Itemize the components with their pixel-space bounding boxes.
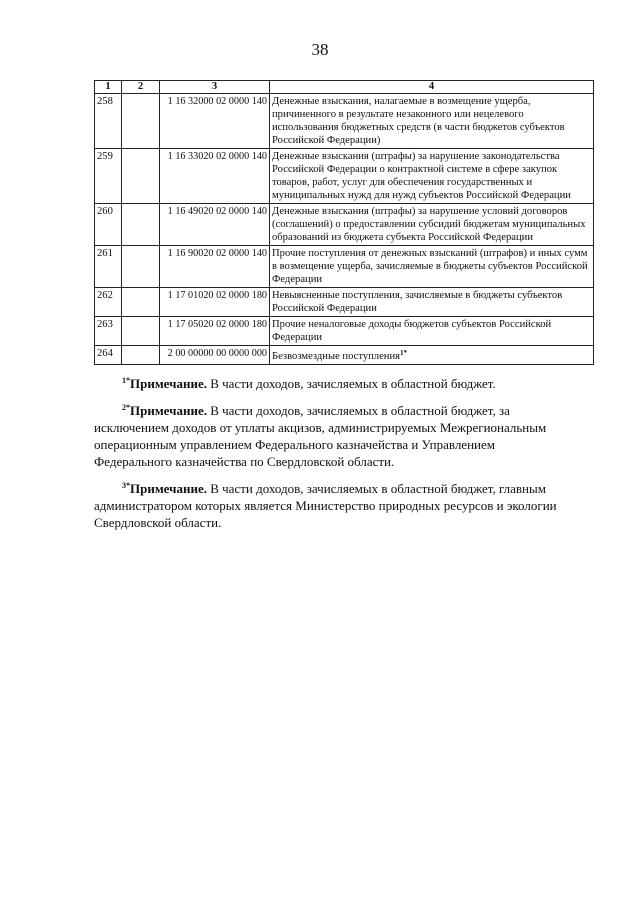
page-number: 38	[311, 40, 329, 59]
footnote-mark: 2*	[122, 403, 130, 412]
footnote-mark: 1*	[122, 376, 130, 385]
revenue-table	[94, 80, 594, 365]
revenue-name	[270, 94, 594, 149]
footnote-text: В части доходов, зачисляемых в областной бюджет.	[206, 376, 496, 391]
footnote-label: Примечание.	[130, 376, 207, 391]
revenue-code: 2 00 00000 00 0000 000	[160, 346, 270, 365]
revenue-code: 1 16 49020 02 0000 140	[160, 204, 270, 246]
footnote-3	[94, 477, 574, 531]
table-row	[95, 246, 594, 288]
admin-code	[122, 288, 160, 317]
table-row	[95, 204, 594, 246]
column-header-4: 4	[270, 81, 594, 94]
revenue-name-text: Невыясненные поступления, зачисляемые в бюджеты субъектов Российской Федерации	[272, 290, 563, 314]
revenue-name-text: Прочие неналоговые доходы бюджетов субъектов Российской Федерации	[272, 319, 552, 343]
revenue-code: 1 16 90020 02 0000 140	[160, 246, 270, 288]
row-number: 264	[95, 346, 122, 365]
revenue-name	[270, 346, 594, 365]
column-header-2: 2	[122, 81, 160, 94]
row-number: 259	[95, 149, 122, 204]
admin-code	[122, 346, 160, 365]
footnote-mark: 3*	[122, 481, 130, 490]
admin-code	[122, 317, 160, 346]
revenue-code: 1 17 01020 02 0000 180	[160, 288, 270, 317]
revenue-name-text: Прочие поступления от денежных взысканий (штрафов) и иных сумм в возмещение ущерба, зачисляемые в бюджеты субъектов Российской Федерации	[272, 248, 588, 285]
footnotes	[94, 372, 574, 538]
row-number: 263	[95, 317, 122, 346]
footnote-2	[94, 399, 574, 470]
admin-code	[122, 149, 160, 204]
revenue-code: 1 17 05020 02 0000 180	[160, 317, 270, 346]
footnote-label: Примечание.	[130, 403, 207, 418]
revenue-name	[270, 246, 594, 288]
column-header-3: 3	[160, 81, 270, 94]
row-number: 261	[95, 246, 122, 288]
table-row	[95, 288, 594, 317]
footnote-text: В части доходов, зачисляемых в областной бюджет, за исключением доходов от уплаты акцизов, администрируемых Межрегиональным операционным управлением Федерального казначейства и Управлением Федерального казначейства по Свердловской области.	[94, 403, 547, 469]
revenue-name-text: Денежные взыскания, налагаемые в возмещение ущерба, причиненного в результате незаконного или нецелевого использования бюджетных средств (в части бюджетов субъектов Российской Федерации)	[272, 96, 565, 146]
revenue-code: 1 16 32000 02 0000 140	[160, 94, 270, 149]
footnote-text: В части доходов, зачисляемых в областной бюджет, главным администратором которых является Министерство природных ресурсов и экологии Свердловской области.	[94, 481, 557, 530]
revenue-name-text: Безвозмездные поступления	[272, 351, 401, 362]
footnote-1	[94, 372, 574, 392]
row-number: 262	[95, 288, 122, 317]
admin-code	[122, 204, 160, 246]
revenue-code: 1 16 33020 02 0000 140	[160, 149, 270, 204]
table-row	[95, 149, 594, 204]
revenue-name	[270, 204, 594, 246]
revenue-name	[270, 288, 594, 317]
row-number: 260	[95, 204, 122, 246]
revenue-name	[270, 149, 594, 204]
revenue-name	[270, 317, 594, 346]
footnote-label: Примечание.	[130, 481, 207, 496]
table-header-row	[95, 81, 594, 94]
table-row	[95, 317, 594, 346]
footnote-mark: 1*	[400, 349, 408, 357]
revenue-name-text: Денежные взыскания (штрафы) за нарушение условий договоров (соглашений) о предоставлении субсидий бюджетам муниципальных образований из бюджета субъекта Российской Федерации	[272, 206, 586, 243]
table-row	[95, 346, 594, 365]
admin-code	[122, 246, 160, 288]
admin-code	[122, 94, 160, 149]
column-header-1: 1	[95, 81, 122, 94]
revenue-name-text: Денежные взыскания (штрафы) за нарушение законодательства Российской Федерации о контрактной системе в сфере закупок товаров, работ, услуг для обеспечения государственных и муниципальных нужд для нужд субъектов Российской Федерации	[272, 151, 571, 201]
row-number: 258	[95, 94, 122, 149]
table-row	[95, 94, 594, 149]
